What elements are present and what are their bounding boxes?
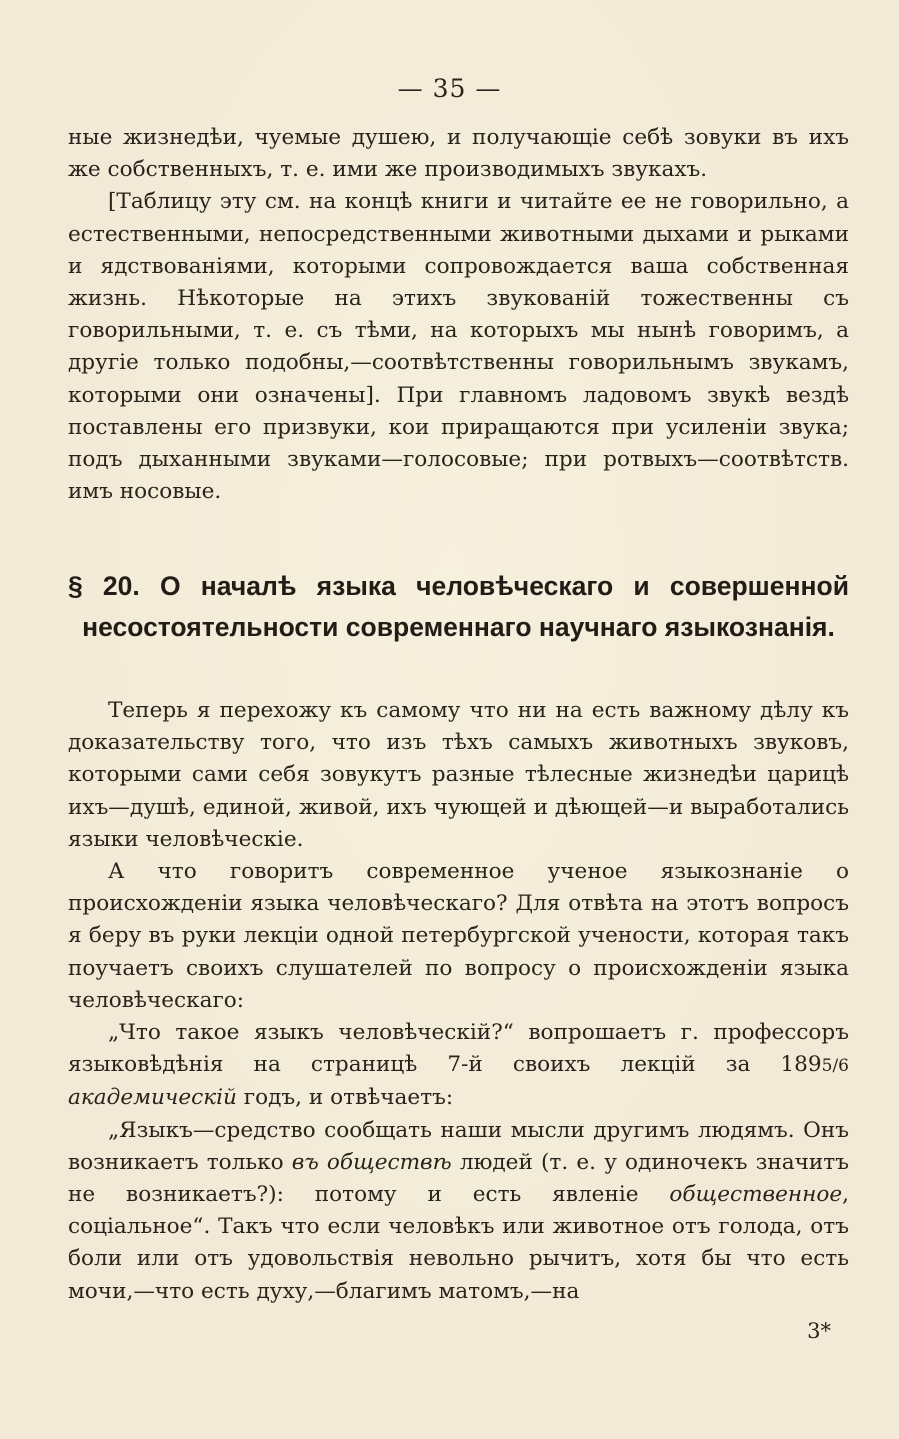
quote-2-italic-b: общественное	[669, 1182, 843, 1208]
signature-mark: 3*	[807, 1319, 831, 1343]
quote-1-text: „Что такое языкъ человѣческій?“ вопрошаетъ г. профессоръ языковѣдѣнія на страницѣ 7-й своихъ лекцій за 189	[68, 1020, 849, 1078]
paragraph-table-note: [Таблицу эту см. на концѣ книги и читайте ее не говорильно, а естественными, непосредственными животными дыхами и рыками и ядствованіями, которыми сопровождается ваша собственная жизнь. Нѣкоторые на этихъ звукованій тожественны съ говорильными, т. е. съ тѣми, на которыхъ мы нынѣ говоримъ, а другіе только подобны,—соотвѣтственны говорильнымъ звукамъ, которыми они означены]. При главномъ ладовомъ звукѣ вездѣ поставлены его призвуки, кои приращаются при усиленіи звука; подъ дыханными звуками—голосовые; при ротвыхъ—соотвѣтств. имъ носовые.	[68, 189, 849, 505]
quote-1-italic: академическій	[68, 1085, 237, 1111]
paragraph-quote-1	[68, 1017, 849, 1115]
quote-1-fraction: 5/6	[821, 1056, 849, 1077]
quote-2-text-b: людей (т. е. у одиночекъ значитъ не возникаетъ?): потому и есть явленіе	[68, 1149, 849, 1208]
paragraph-continuation: ные жизнедѣи, чуемые душею, и получающіе себѣ зовуки въ ихъ же собственныхъ, т. е. ими же производимыхъ звукахъ.	[68, 125, 849, 183]
paragraph-quote-2	[68, 1115, 849, 1308]
page-number: — 35 —	[397, 74, 502, 103]
quote-1-tail: годъ, и отвѣчаетъ:	[236, 1085, 454, 1111]
text-block-bottom	[68, 695, 849, 1308]
quote-2-text-c: , соціальное“. Такъ что если человѣкъ или животное отъ голода, отъ боли или отъ удовольствія невольно рычитъ, хотя бы что есть мочи,—что есть духу,—благимъ матомъ,—на	[68, 1182, 849, 1304]
paragraph-intro: Теперь я перехожу къ самому что ни на есть важному дѣлу къ доказательству того, что изъ тѣхъ самыхъ животныхъ звуковъ, которыми сами себя зовукутъ разные тѣлесные жизнедѣи царицѣ ихъ—душѣ, единой, живой, ихъ чующей и дѣющей—и выработались языки человѣческіе.	[68, 698, 849, 852]
section-heading: § 20. О началѣ языка человѣческаго и совершенной несостоятельности современнаго научнаго языкознанія.	[68, 571, 849, 642]
text-block-top	[68, 122, 849, 508]
paragraph-question: А что говоритъ современное ученое языкознаніе о происхожденіи языка человѣческаго? Для отвѣта на этотъ вопросъ я беру въ руки лекціи одной петербургской учености, которая такъ поучаетъ своихъ слушателей по вопросу о происхожденіи языка человѣческаго:	[68, 859, 849, 1013]
quote-2-text-a: „Языкъ—средство сообщать наши мысли другимъ людямъ. Онъ возникаетъ только	[68, 1117, 849, 1175]
quote-2-italic-a: въ обществѣ	[291, 1149, 452, 1175]
